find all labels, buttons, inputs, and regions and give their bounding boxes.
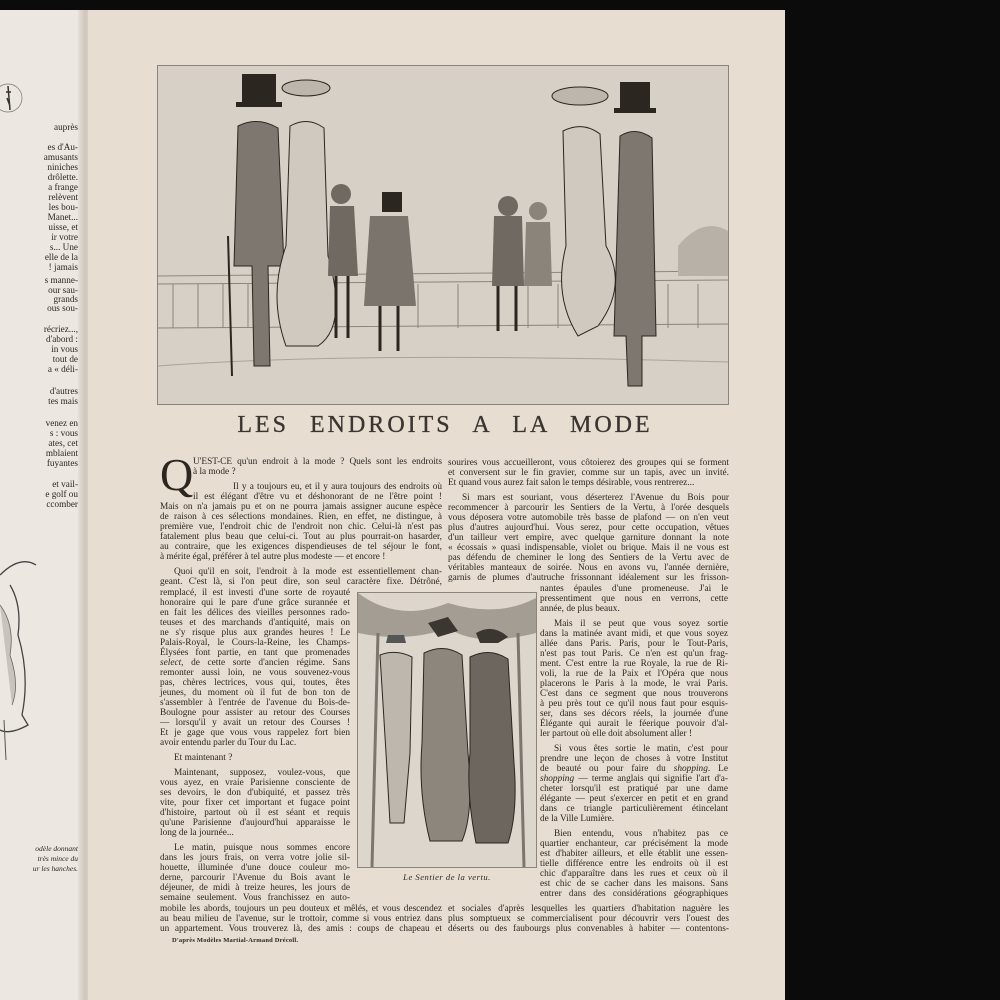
previous-page-line: in vous xyxy=(51,344,78,354)
previous-page-line: d'abord : xyxy=(45,334,78,344)
previous-page-line: amusants xyxy=(43,152,78,162)
text-column-right-bottom xyxy=(448,904,729,934)
text-line: avoir entendu parler du Tour du Lac. xyxy=(160,738,297,748)
text-line: entrer dans des considérations géographiques xyxy=(540,889,728,899)
previous-page-line: fuyantes xyxy=(46,458,78,468)
text-line: au contraire, que les exigences dispendieuses de tel séjour le font, xyxy=(160,542,442,552)
text-column-right-top xyxy=(448,458,729,583)
text-segment: de beauté ou pour faire du xyxy=(540,764,674,774)
text-line: Et maintenant ? xyxy=(174,753,233,763)
text-line: nantes épaules d'une promeneuse. J'ai le xyxy=(540,584,728,594)
text-line: déjeuner, de midi à treize heures, les jours de xyxy=(160,883,350,893)
paragraph xyxy=(160,457,442,477)
text-line: fatalement plus beau que celui-ci. Tout au plus pourrait-on hasarder, xyxy=(160,532,442,542)
fashion-figure-illustration xyxy=(0,545,42,765)
text-line: Si mars est souriant, vous déserterez l'Avenue du Bois pour xyxy=(462,493,729,503)
text-line: U'EST-CE qu'un endroit à la mode ? Quels sont les endroits xyxy=(193,457,442,467)
text-line: à la mode ? xyxy=(193,467,236,477)
paragraph xyxy=(448,904,729,934)
previous-page-line: tes mais xyxy=(48,396,78,406)
text-line: allée dans Paris. Paris, pour le Tout-Paris, xyxy=(540,639,728,649)
previous-page-line: auprès xyxy=(54,122,78,132)
figure-caption: Le Sentier de la vertu. xyxy=(403,872,491,882)
text-line: honoraire qui le pare d'une grâce surannée et xyxy=(160,598,350,608)
previous-page-line: ! jamais xyxy=(48,262,78,272)
text-line: remonter aussi loin, ne vous souvenez-vous xyxy=(160,668,350,678)
text-line: chic d'apparaître dans les rues et ceux où il xyxy=(540,869,728,879)
text-segment: , de cette sorte d'ancien régime. Sans xyxy=(181,658,350,668)
text-line: prendre une leçon de choses à votre Institut xyxy=(540,754,728,764)
text-line: il est élégant d'être vu et déshonorant de ne l'être point ! xyxy=(193,492,442,502)
text-line: semaine seulement. Vous franchissez en auto- xyxy=(160,893,350,903)
paragraph xyxy=(160,753,350,763)
text-line: Bien entendu, vous n'habitez pas ce xyxy=(554,829,728,839)
previous-page-line: ccomber xyxy=(46,499,78,509)
text-line: Si vous êtes sortie le matin, c'est pour xyxy=(554,744,728,754)
previous-page-line: les bou- xyxy=(48,202,78,212)
text-line: et sociales d'après lesquelles les quartiers d'habitation naguère les xyxy=(448,904,729,914)
paragraph xyxy=(160,482,442,562)
text-line: vous déposera votre automobile très basse de plafond — on n'en veut xyxy=(448,513,729,523)
text-line: long de la journée... xyxy=(160,828,234,838)
article-title: LES ENDROITS A LA MODE xyxy=(237,412,653,438)
text-line: garnis de plumes d'autruche frissonnant idéalement sur les frisson- xyxy=(448,573,729,583)
previous-page-line: e golf ou xyxy=(45,489,78,499)
text-line: en fait les délices des vieilles personnes rado- xyxy=(160,608,350,618)
paragraph xyxy=(448,458,729,488)
paragraph xyxy=(540,829,728,899)
previous-page-caption-line: très mince du xyxy=(37,854,78,863)
paragraph xyxy=(540,619,728,739)
text-line: Quoi qu'il en soit, l'endroit à la mode est essentiellement chan- xyxy=(174,567,442,577)
previous-page-line: niniches xyxy=(47,162,78,172)
previous-page xyxy=(0,10,84,1000)
text-column-left-bottom xyxy=(160,904,442,934)
text-line: recommencer à parcourir les Sentiers de la Vertu, à l'orée desquels xyxy=(448,503,729,513)
previous-page-line: our sau- xyxy=(48,285,78,295)
text-line: derne, parcourir l'Avenue du Bois avant le xyxy=(160,873,350,883)
previous-page-line: s manne- xyxy=(44,275,78,285)
text-line: déserts ou des faubourgs plus convenables à habiter — contentons- xyxy=(448,924,729,934)
previous-page-line: elle de la xyxy=(44,252,78,262)
previous-page-line: mblaient xyxy=(45,448,78,458)
text-line: mobile les abords, toujours un peu douteux et mêlés, et vous descendez xyxy=(160,904,442,914)
text-line: sourires vous accueilleront, vous côtoierez des groupes qui se forment xyxy=(448,458,729,468)
emphasized-word: shopping xyxy=(673,764,708,774)
text-line: Élégante qui aurait le féerique pouvoir d'al- xyxy=(540,719,728,729)
text-segment: . Le xyxy=(707,764,728,774)
previous-page-line: tout de xyxy=(52,354,78,364)
text-line: plus somptueux se commercialisent pour découvrir vers l'ouest des xyxy=(448,914,729,924)
previous-page-line: uisse, et xyxy=(48,222,78,232)
racecourse-illustration xyxy=(157,65,729,405)
previous-page-line: venez en xyxy=(45,418,78,428)
text-line: voli, la rue de la Paix et l'Opéra que nous xyxy=(540,669,728,679)
text-line: teuses et des marchands d'antiquité, mais on xyxy=(160,618,350,628)
text-line: ser, dans ses décors réels, la journée d'une xyxy=(540,709,728,719)
text-line: jeunes, du moment où il fut de bon ton de xyxy=(160,688,350,698)
text-line: au beau milieu de l'avenue, sur le trottoir, comme si vous entriez dans xyxy=(160,914,442,924)
paragraph xyxy=(160,768,350,838)
text-line: élégante — peut s'exercer en petit et en grand xyxy=(540,794,728,804)
text-line: ment. C'est entre la rue Royale, la rue de Ri- xyxy=(540,659,728,669)
text-line: pas défendu de cheminer le long des Sentiers de la Vertu avec de xyxy=(448,553,729,563)
text-line: « écossais » quasi indispensable, violet ou brique. Mais il ne vous est xyxy=(448,543,729,553)
text-column-left-top xyxy=(160,457,442,587)
paragraph xyxy=(160,904,442,934)
previous-page-line: d'autres xyxy=(49,386,78,396)
text-line: cheter lorsqu'il est pratiqué par une dame xyxy=(540,784,728,794)
previous-page-line: relèvent xyxy=(48,192,78,202)
text-line: Il y a toujours eu, et il y aura toujours des endroits où xyxy=(233,482,442,492)
emphasized-word: shopping xyxy=(540,774,575,784)
text-line: première vue, l'endroit chic de l'endroit non chic. Celui-là n'est pas xyxy=(160,522,442,532)
paragraph xyxy=(540,744,728,824)
text-line: Palais-Royal, le Cours-la-Reine, les Champs- xyxy=(160,638,350,648)
text-line: tielle différence entre les endroits où il est xyxy=(540,859,728,869)
text-line: d'un tailleur vert empire, avec quelque garniture donnant la note xyxy=(448,533,729,543)
text-line: Mais il se peut que vous soyez sortie xyxy=(554,619,728,629)
text-line: année, de plus beaux. xyxy=(540,604,620,614)
text-line: ler partout où elle doit absolument aller ! xyxy=(540,729,693,739)
text-line: de raison à ces sélections mondaines. Rien, en effet, ne distingue, à xyxy=(160,512,442,522)
text-line: pas, chères lectrices, vous qui, toutes, êtes xyxy=(160,678,350,688)
previous-page-line: s... Une xyxy=(49,242,78,252)
text-line: Boulogne pour assister au retour des Courses xyxy=(160,708,350,718)
text-line: vite, pour fixer cet important et fugace point xyxy=(160,798,350,808)
text-line: et conversent sur le fin gravier, comme sur un tapis, avec un invité. xyxy=(448,468,729,478)
text-line: s'assembler à l'entrée de l'avenue du Bois-de- xyxy=(160,698,350,708)
paragraph xyxy=(160,588,350,748)
text-line: n'est pas tout Paris. Ce n'en est qu'un frag- xyxy=(540,649,728,659)
previous-page-line: drôlette. xyxy=(47,172,78,182)
text-line: à mérite égal, préférer à tel autre plus modeste — et encore ! xyxy=(160,552,386,562)
text-line: Et quand vous aurez fait salon le temps désirable, vous rentrerez... xyxy=(448,478,695,488)
previous-page-line: grands xyxy=(53,294,78,304)
text-line: un appartement. Vous trouverez là, des amis : coups de chapeau et xyxy=(160,924,442,934)
text-column-left-narrow xyxy=(160,588,350,903)
text-line: plus d'autres aujourd'hui. Vous serez, pour cette occupation, vêtues xyxy=(448,523,729,533)
text-line: ne s'y risque plus aux grandes heures ! Le xyxy=(160,628,350,638)
previous-page-line: et vail- xyxy=(52,479,78,489)
text-line: vous ayez, en vraie Parisienne consciente de xyxy=(160,778,350,788)
paragraph xyxy=(160,567,442,587)
illustration-credit: D'après Modèles Martial-Armand Drécoll. xyxy=(172,937,299,944)
text-line: Le matin, puisque nous sommes encore xyxy=(174,843,350,853)
text-line: est d'habiter ailleurs, et elle établit une essen- xyxy=(540,849,728,859)
text-line: houette, illuminée d'une douce couleur mo- xyxy=(160,863,350,873)
previous-page-line: ous sou- xyxy=(47,303,78,313)
previous-page-line: récriez..., xyxy=(43,324,78,334)
text-line: de la Ville Lumière. xyxy=(540,814,615,824)
text-line xyxy=(160,658,350,668)
previous-page-line: s : vous xyxy=(49,428,78,438)
text-line: dans ce triangle particulièrement étincelant xyxy=(540,804,728,814)
text-line: dans la matinée avant midi, et que vous soyez xyxy=(540,629,728,639)
previous-page-line: a frange xyxy=(48,182,78,192)
previous-page-line: Manet... xyxy=(47,212,78,222)
text-line xyxy=(540,764,728,774)
text-line: Et je gage que vous vous rappelez fort bien xyxy=(160,728,350,738)
emblem-icon xyxy=(0,78,24,118)
text-line: quartier enchanteur, car précisément la mode xyxy=(540,839,728,849)
previous-page-line: ates, cet xyxy=(48,438,78,448)
paragraph xyxy=(540,584,728,614)
text-line: ses devoirs, le don d'ubiquité, et passez très xyxy=(160,788,350,798)
text-line: Mais on n'a jamais pu et on ne pourra jamais assigner aucune espèce xyxy=(160,502,442,512)
text-line: à peu près tout ce qu'il nous faut pour esquis- xyxy=(540,699,728,709)
text-line: Maintenant, supposez, voulez-vous, que xyxy=(174,768,350,778)
text-line: geant. C'est là, si l'on peut dire, son seul caractère fixe. Détrôné, xyxy=(160,577,442,587)
previous-page-line: a « déli- xyxy=(47,364,78,374)
text-line: d'histoire, partout où il est séant et requis xyxy=(160,808,350,818)
previous-page-caption-line: odèle donnant xyxy=(35,844,78,853)
text-column-right-narrow xyxy=(540,584,728,899)
text-line: qu'une Parisienne d'aujourd'hui apparaisse le xyxy=(160,818,350,828)
text-line: dans les jours frais, on verra votre jolie sil- xyxy=(160,853,350,863)
text-line: remplacé, il est investi d'une sorte de royauté xyxy=(160,588,350,598)
text-line: véritables manteaux de soirée. Nous en avons vu, l'année dernière, xyxy=(448,563,729,573)
previous-page-line: es d'Au- xyxy=(47,142,78,152)
drop-cap: Q xyxy=(160,449,194,500)
paragraph xyxy=(448,493,729,583)
text-segment: — terme anglais qui signifie l'art d'a- xyxy=(574,774,728,784)
previous-page-line: ir votre xyxy=(51,232,78,242)
text-line: est chic de se cacher dans les maisons. Sans xyxy=(540,879,728,889)
previous-page-caption-line: ur les hanches. xyxy=(32,864,78,873)
paragraph xyxy=(160,843,350,903)
text-line: placerons le Paris à la mode, le vrai Paris. xyxy=(540,679,728,689)
text-line xyxy=(540,774,728,784)
sentier-illustration xyxy=(357,592,537,868)
text-line: pressentiment que nous en verrons, cette xyxy=(540,594,728,604)
text-line: Élysées font partie, en tant que promenades xyxy=(160,648,350,658)
text-line: — lorsqu'il y avait un retour des Courses ! xyxy=(160,718,350,728)
text-line: C'est dans ce segment que nous trouverons xyxy=(540,689,728,699)
emphasized-word: select xyxy=(160,658,182,668)
